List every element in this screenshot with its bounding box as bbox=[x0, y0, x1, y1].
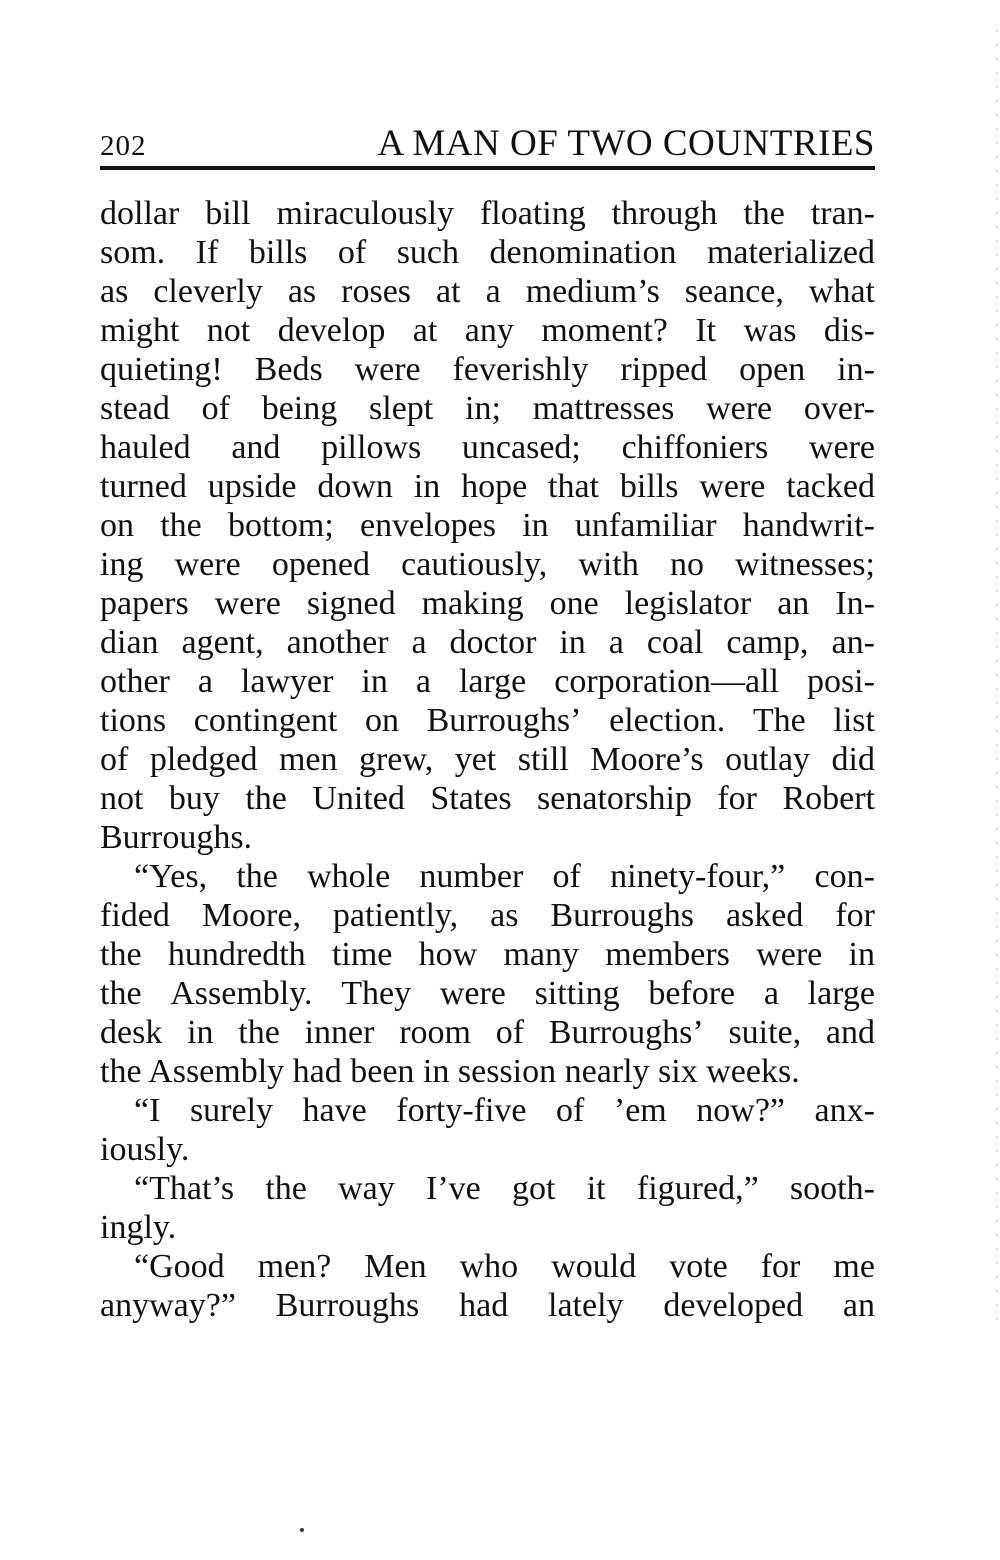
text-line: dollar bill miraculously floating through the tran- bbox=[100, 195, 875, 232]
text-line: not buy the United States senatorship for Robert bbox=[100, 780, 875, 817]
body-text bbox=[100, 194, 875, 1325]
text-line: “Good men? Men who would vote for me bbox=[134, 1248, 875, 1285]
page-edge-dots bbox=[996, 30, 998, 1330]
text-line: the Assembly. They were sitting before a large bbox=[100, 975, 875, 1012]
text-line: dian agent, another a doctor in a coal camp, an- bbox=[100, 624, 875, 661]
text-line: might not develop at any moment? It was dis- bbox=[100, 312, 875, 349]
text-line: anyway?” Burroughs had lately developed an bbox=[100, 1287, 875, 1324]
text-line: as cleverly as roses at a medium’s seance, what bbox=[100, 273, 875, 310]
text-line: the Assembly had been in session nearly six weeks. bbox=[100, 1053, 800, 1090]
page-header bbox=[100, 122, 875, 166]
text-line: “I surely have forty-five of ’em now?” anx- bbox=[134, 1092, 875, 1129]
text-line: ingly. bbox=[100, 1209, 177, 1246]
text-line: hauled and pillows uncased; chiffoniers were bbox=[100, 429, 875, 466]
text-line: som. If bills of such denomination materialized bbox=[100, 234, 875, 271]
page-number: 202 bbox=[100, 130, 147, 162]
text-line: other a lawyer in a large corporation—all posi- bbox=[100, 663, 875, 700]
bottom-speck bbox=[300, 1528, 304, 1532]
running-title: A MAN OF TWO COUNTRIES bbox=[377, 123, 875, 164]
text-line: quieting! Beds were feverishly ripped open in- bbox=[100, 351, 875, 388]
text-line: “That’s the way I’ve got it figured,” sooth- bbox=[134, 1170, 875, 1207]
text-line: stead of being slept in; mattresses were over- bbox=[100, 390, 875, 427]
text-line: of pledged men grew, yet still Moore’s outlay did bbox=[100, 741, 875, 778]
text-line: the hundredth time how many members were in bbox=[100, 936, 875, 973]
text-line: iously. bbox=[100, 1131, 190, 1168]
text-line: turned upside down in hope that bills were tacked bbox=[100, 468, 875, 505]
header-rule bbox=[100, 166, 875, 170]
text-line: Burroughs. bbox=[100, 819, 253, 856]
text-line: tions contingent on Burroughs’ election. The list bbox=[100, 702, 875, 739]
text-line: on the bottom; envelopes in unfamiliar handwrit- bbox=[100, 507, 875, 544]
text-line: desk in the inner room of Burroughs’ suite, and bbox=[100, 1014, 875, 1051]
text-line: fided Moore, patiently, as Burroughs asked for bbox=[100, 897, 875, 934]
text-line: ing were opened cautiously, with no witnesses; bbox=[100, 546, 875, 583]
text-line: “Yes, the whole number of ninety-four,” con- bbox=[134, 858, 875, 895]
text-line: papers were signed making one legislator an In- bbox=[100, 585, 875, 622]
